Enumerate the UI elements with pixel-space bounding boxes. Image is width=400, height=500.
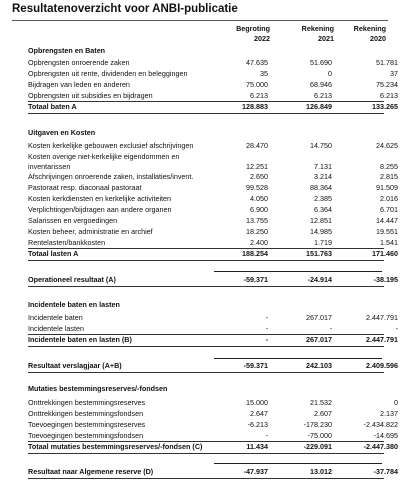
table-row [28, 216, 398, 226]
section-heading-lasten [28, 128, 384, 138]
table-row [28, 324, 398, 334]
row-label: Onttrekkingen bestemmingsreserves [28, 398, 146, 407]
section-heading-label: Uitgaven en Kosten [28, 128, 96, 137]
cell-2020: 2.137 [380, 409, 398, 418]
cell-2020: 6.213 [380, 91, 398, 100]
cell-2020: -14.695 [373, 431, 398, 440]
table-row [28, 313, 398, 323]
total-2022: 128.883 [242, 102, 268, 111]
cell-2021: 68.946 [310, 80, 332, 89]
total-label: Incidentele baten en lasten (B) [28, 335, 132, 344]
final-result-row [28, 467, 398, 477]
cell-2020: 0 [394, 398, 398, 407]
table-row [28, 152, 398, 172]
cell-2022: 28.470 [246, 141, 268, 150]
total-2022: - [265, 335, 268, 344]
cell-2022: 18.250 [246, 227, 268, 236]
total-2021: 242.103 [306, 361, 332, 370]
table-row [28, 238, 398, 248]
cell-2021: 0 [328, 69, 332, 78]
cell-2021: 6.364 [314, 205, 332, 214]
cell-2021: 267.017 [306, 313, 332, 322]
row-divider [28, 478, 384, 479]
cell-2022: - [265, 313, 268, 322]
cell-2020: 91.509 [376, 183, 398, 192]
row-label: Bijdragen van leden en anderen [28, 80, 130, 89]
table-row [28, 227, 398, 237]
total-2020: 2.409.596 [366, 361, 398, 370]
total-label: Totaal lasten A [28, 249, 79, 258]
row-divider [28, 113, 384, 114]
row-divider [28, 453, 384, 454]
total-row [28, 335, 398, 345]
table-row [28, 80, 398, 90]
cell-2021: - [329, 324, 332, 333]
section-heading-incidenteel [28, 300, 384, 310]
row-label: Opbrengsten onroerende zaken [28, 58, 130, 67]
result-top-rule [214, 358, 382, 359]
row-label: Onttrekkingen bestemmingsfondsen [28, 409, 144, 418]
cell-2021: 7.131 [314, 162, 332, 171]
column-header-line1: Rekening [353, 24, 386, 33]
table-row [28, 205, 398, 215]
total-2022: -59.371 [243, 361, 268, 370]
table-row [28, 141, 398, 151]
column-header-rekening-2021 [284, 24, 334, 43]
column-header-line1: Begroting [236, 24, 270, 33]
total-2020: 2.447.791 [366, 335, 398, 344]
table-row [28, 183, 398, 193]
cell-2022: 13.755 [246, 216, 268, 225]
total-2020: 133.265 [372, 102, 398, 111]
row-divider [28, 260, 384, 261]
table-row [28, 58, 398, 68]
section-heading-mutaties [28, 384, 384, 394]
row-divider [28, 372, 384, 373]
table-row [28, 431, 398, 441]
table-row [28, 420, 398, 430]
row-label: Opbrengsten uit rente, dividenden en beleggingen [28, 69, 188, 78]
cell-2020: 19.551 [376, 227, 398, 236]
row-label: Pastoraat resp. diaconaal pastoraat [28, 183, 142, 192]
year-result-row [28, 361, 398, 371]
total-2021: -24.914 [307, 275, 332, 284]
row-divider [28, 286, 384, 287]
total-2021: 267.017 [306, 335, 332, 344]
row-label: Kosten beheer, administratie en archief [28, 227, 153, 236]
cell-2022: 2.647 [250, 409, 268, 418]
row-label: Kosten kerkdiensten en kerkelijke activiteiten [28, 194, 172, 203]
total-label: Operationeel resultaat (A) [28, 275, 116, 284]
column-header-line1: Rekening [301, 24, 334, 33]
section-heading-label: Incidentele baten en lasten [28, 300, 120, 309]
cell-2022: 6.213 [250, 91, 268, 100]
total-2022: 11.434 [246, 442, 268, 451]
title-divider [12, 20, 388, 21]
cell-2021: 88.364 [310, 183, 332, 192]
total-2021: 151.763 [306, 249, 332, 258]
cell-2021: 12.851 [310, 216, 332, 225]
cell-2021: 2.607 [314, 409, 332, 418]
total-2021: 13.012 [310, 467, 332, 476]
total-label: Resultaat verslagjaar (A+B) [28, 361, 122, 370]
cell-2020: 2.016 [380, 194, 398, 203]
cell-2022: 4.050 [250, 194, 268, 203]
total-row [28, 442, 398, 452]
column-header-begroting-2022 [220, 24, 270, 43]
section-heading-label: Mutaties bestemmingsreserves/-fondsen [28, 384, 168, 393]
table-row [28, 398, 398, 408]
row-divider [28, 346, 384, 347]
cell-2020: 8.255 [380, 162, 398, 171]
row-label: Afschrijvingen onroerende zaken, installaties/invent. [28, 172, 194, 181]
cell-2021: 14.985 [310, 227, 332, 236]
total-label: Totaal mutaties bestemmingsreserves/-fondsen (C) [28, 442, 203, 451]
row-label: Incidentele baten [28, 313, 83, 322]
total-label: Resultaat naar Algemene reserve (D) [28, 467, 154, 476]
cell-2021: 51.690 [310, 58, 332, 67]
row-label: Incidentele lasten [28, 324, 84, 333]
column-header-line2: 2021 [318, 33, 334, 43]
cell-2020: 1.541 [380, 238, 398, 247]
total-2022: -59.371 [243, 275, 268, 284]
cell-2022: 2.400 [250, 238, 268, 247]
total-2021: 126.849 [306, 102, 332, 111]
total-2020: -37.784 [373, 467, 398, 476]
cell-2021: 2.385 [314, 194, 332, 203]
table-row [28, 409, 398, 419]
cell-2021: -178.230 [303, 420, 332, 429]
section-heading-baten [28, 46, 384, 56]
cell-2021: 6.213 [314, 91, 332, 100]
cell-2022: 2.650 [250, 172, 268, 181]
row-label: Opbrengsten uit subsidies en bijdragen [28, 91, 153, 100]
cell-2020: 6.701 [380, 205, 398, 214]
column-header-line2: 2020 [370, 33, 386, 43]
table-row [28, 91, 398, 101]
cell-2022: 75.000 [246, 80, 268, 89]
cell-2022: - [265, 431, 268, 440]
row-label: Rentelasten/bankkosten [28, 238, 106, 247]
table-row [28, 69, 398, 79]
total-label: Totaal baten A [28, 102, 77, 111]
cell-2022: 12.251 [246, 162, 268, 171]
cell-2020: 2.447.791 [366, 313, 398, 322]
result-top-rule [214, 463, 382, 464]
cell-2020: 37 [390, 69, 398, 78]
total-2020: -38.195 [373, 275, 398, 284]
result-top-rule [214, 271, 382, 272]
report-title: Resultatenoverzicht voor ANBI-publicatie [12, 3, 238, 15]
cell-2022: 35 [260, 69, 268, 78]
cell-2022: - [265, 324, 268, 333]
cell-2020: -2.434.822 [363, 420, 398, 429]
total-2020: -2.447.380 [363, 442, 398, 451]
cell-2020: 75.234 [376, 80, 398, 89]
cell-2020: 24.625 [376, 141, 398, 150]
column-header-rekening-2020 [336, 24, 386, 43]
total-row [28, 249, 398, 259]
cell-2021: 1.719 [314, 238, 332, 247]
cell-2021: 3.214 [314, 172, 332, 181]
total-row [28, 102, 398, 112]
total-2021: -229.091 [303, 442, 332, 451]
row-label: Toevoegingen bestemmingsreserves [28, 420, 146, 429]
cell-2020: 14.447 [376, 216, 398, 225]
cell-2020: 51.781 [376, 58, 398, 67]
cell-2021: -75.000 [307, 431, 332, 440]
cell-2020: 2.815 [380, 172, 398, 181]
table-row [28, 172, 398, 182]
cell-2020: - [395, 324, 398, 333]
row-label: Verplichtingen/bijdragen aan andere organen [28, 205, 172, 214]
cell-2021: 14.750 [310, 141, 332, 150]
section-heading-label: Opbrengsten en Baten [28, 46, 106, 55]
cell-2022: 99.528 [246, 183, 268, 192]
total-2020: 171.460 [372, 249, 398, 258]
cell-2022: 6.900 [250, 205, 268, 214]
cell-2021: 21.532 [310, 398, 332, 407]
cell-2022: -6.213 [247, 420, 268, 429]
row-label: Kosten kerkelijke gebouwen exclusief afschrijvingen [28, 141, 194, 150]
column-header-line2: 2022 [254, 33, 270, 43]
cell-2022: 15.000 [246, 398, 268, 407]
row-label: Kosten overige niet-kerkelijke eigendommen en inventarissen [28, 152, 180, 171]
cell-2022: 47.635 [246, 58, 268, 67]
total-2022: -47.937 [243, 467, 268, 476]
total-2022: 188.254 [242, 249, 268, 258]
row-label: Toevoegingen bestemmingsfondsen [28, 431, 144, 440]
operational-result-row [28, 275, 398, 285]
row-label: Salarissen en vergoedingen [28, 216, 118, 225]
table-row [28, 194, 398, 204]
